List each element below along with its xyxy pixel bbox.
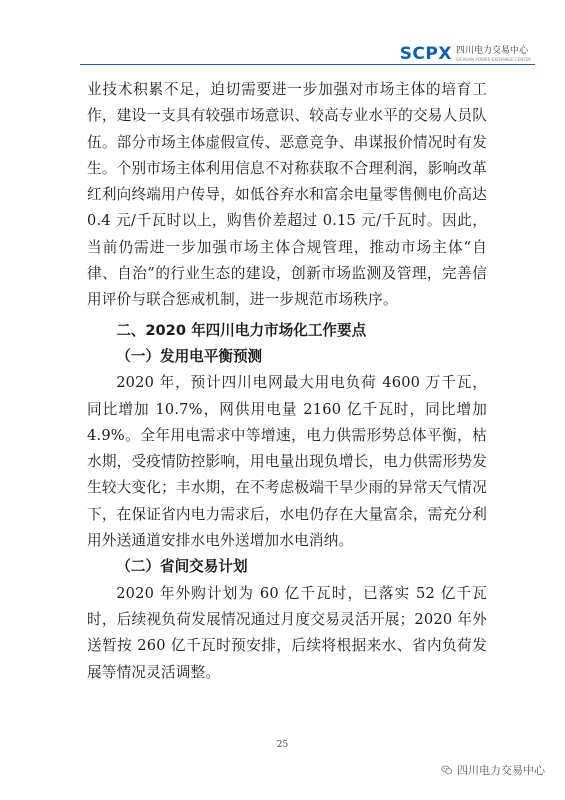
logo-english-name: SICHUAN POWER EXCHANGE CENTER <box>455 56 531 62</box>
wechat-icon <box>441 764 453 776</box>
subsection-heading-balance: （一）发用电平衡预测 <box>116 347 263 365</box>
paragraph-interprovincial-plan: 2020 年外购计划为 60 亿千瓦时，已落实 52 亿千瓦时，后续视负荷发展情况通过月度交易灵活开展；2020 年外送暂按 260 亿千瓦时预安排，后续将根据来水、省内负荷发展等情况灵活调整。 <box>87 584 487 681</box>
logo-text <box>456 47 531 62</box>
watermark-text: 四川电力交易中心 <box>457 764 545 777</box>
page-header <box>0 0 565 70</box>
watermark <box>441 762 545 778</box>
logo <box>400 44 531 64</box>
logo-mark: SCPX <box>399 44 452 64</box>
header-divider <box>80 64 535 65</box>
paragraph-balance-forecast: 2020 年，预计四川电网最大用电负荷 4600 万千瓦，同比增加 10.7%，网供用电量 2160 亿千瓦时，同比增加 4.9%。全年用电需求中等增速，电力供需形势总体平衡，枯水期，受疫情防控影响，用电量出现负增长，电力供需形势发生较大变化；丰水期，在不考虑极端干旱少雨的异常天气情况下，在保证省内电力需求后，水电仍存在大量富余，需充分利用外送通道安排水电外送增加水电消纳。 <box>87 374 487 550</box>
subsection-heading-interprovincial: （二）省间交易计划 <box>116 558 248 576</box>
paragraph-continued: 业技术积累不足，迫切需要进一步加强对市场主体的培育工作，建设一支具有较强市场意识、较高专业水平的交易人员队伍。部分市场主体虚假宣传、恶意竞争、串谋报价情况时有发生。个别市场主体利用信息不对称获取不合理利润，影响改革红利向终端用户传导，如低谷弃水和富余电量零售侧电价高达 0.4 元/千瓦时以上，购售价差超过 0.15 元/千瓦时。因此，当前仍需进一步加强市场主体合规管理，推动市场主体“自律、自治”的行业生态的建设，创新市场监测及管理，完善信用评价与联合惩戒机制，进一步规范市场秩序。 <box>87 81 487 309</box>
document-body <box>87 77 487 686</box>
page-number: 25 <box>276 740 289 750</box>
logo-chinese-name: 四川电力交易中心 <box>455 45 528 56</box>
section-heading: 二、2020 年四川电力市场化工作要点 <box>116 321 367 339</box>
